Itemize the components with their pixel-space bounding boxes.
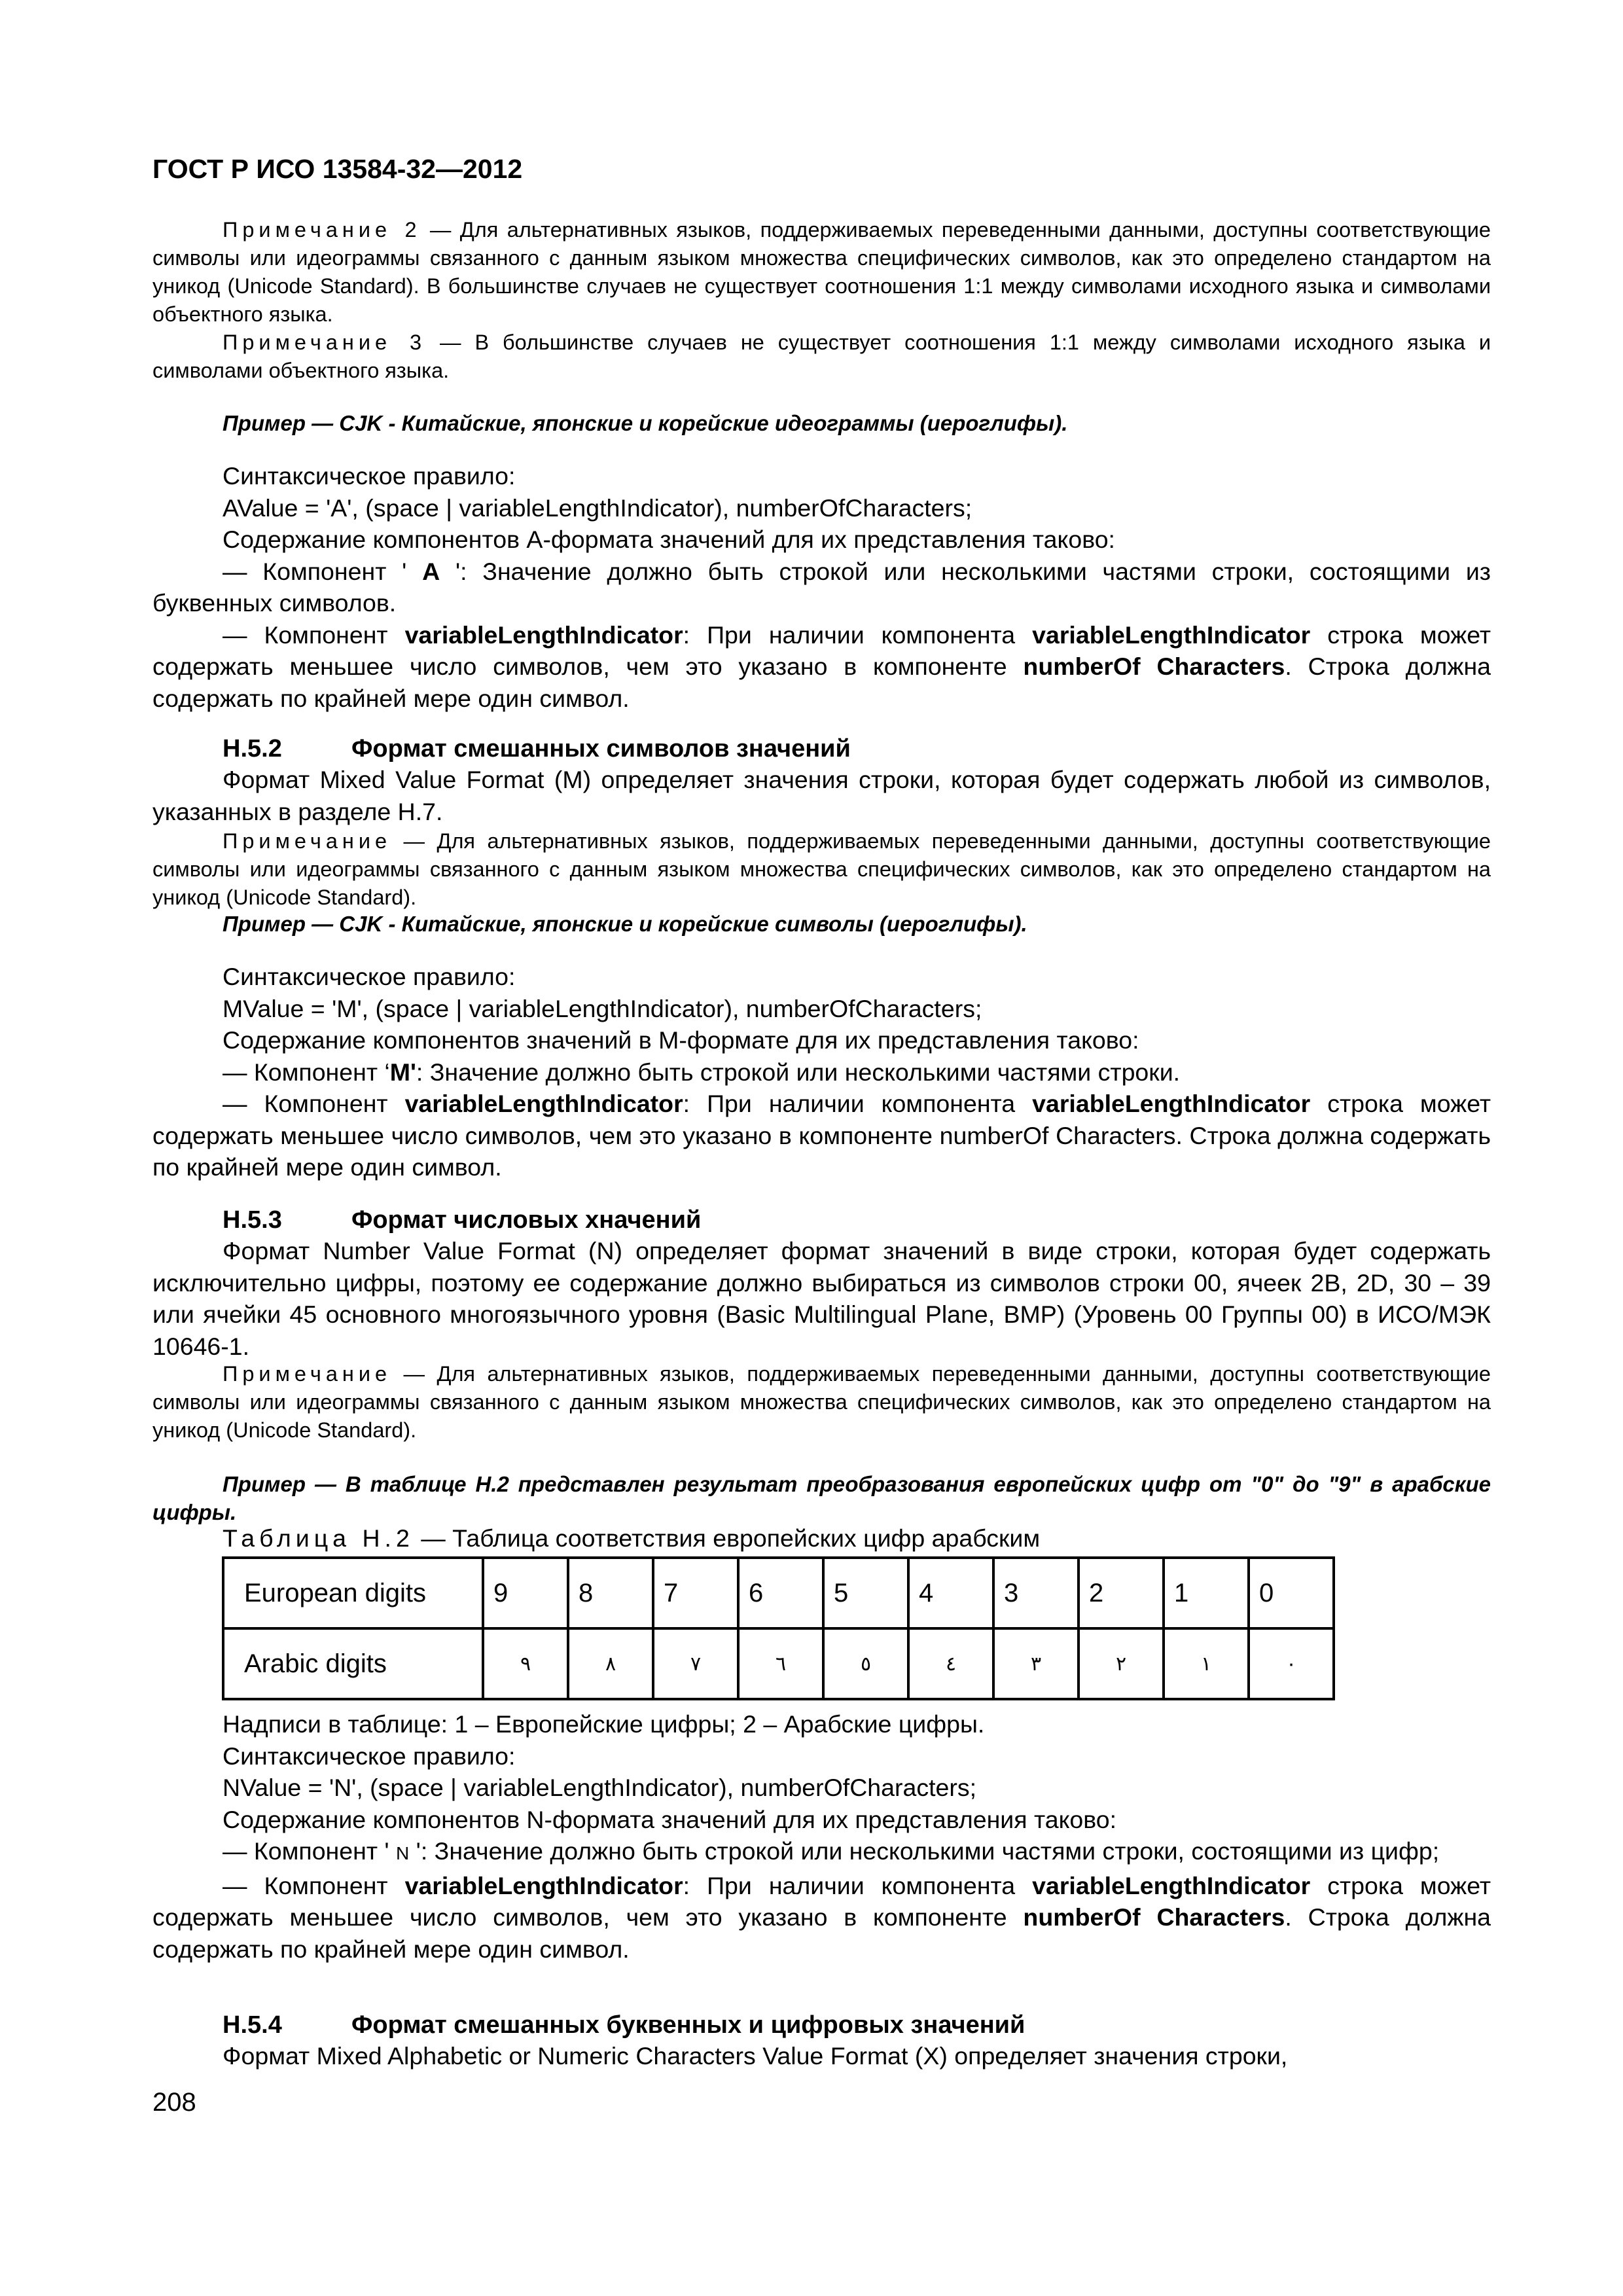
table-legend: Надписи в таблице: 1 – Европейские цифры; 2 – Арабские цифры. <box>223 1710 985 1738</box>
syntax-label: Синтаксическое правило: <box>223 1742 516 1770</box>
document-header: ГОСТ Р ИСО 13584-32—2012 <box>152 154 523 184</box>
section-number: H.5.2 <box>223 735 282 762</box>
a-format-block <box>152 460 1491 714</box>
arabic-digit-cell: ١ <box>1164 1628 1249 1699</box>
m-format-block <box>152 961 1491 1183</box>
component-a-item: — Компонент ' A ': Значение должно быть строкой или несколькими частями строки, состоящими из буквенных символов. <box>152 557 1491 617</box>
note-label: Примечание 2 <box>223 218 421 242</box>
arabic-digit-cell: ٥ <box>823 1628 908 1699</box>
variable-length-item: — Компонент variableLengthIndicator: При наличии компонента variableLengthIndicator строка может содержать меньшее число символов, чем это указано в компоненте numberOf Characters. Строка должна содержать по крайней мере один символ. <box>152 1871 1491 1963</box>
note-n <box>152 1360 1491 1444</box>
note-m <box>152 827 1491 912</box>
section-h54-text: Формат Mixed Alphabetic or Numeric Characters Value Format (X) определяет значения строки, <box>223 2042 1288 2070</box>
page-number: 208 <box>152 2088 196 2117</box>
section-h52-heading <box>152 733 1561 764</box>
european-digit-cell: 5 <box>823 1558 908 1628</box>
note-text: — В большинстве случаев не существует соотношения 1:1 между символами исходного языка и символами объектного языка. <box>152 331 1491 382</box>
table-row <box>223 1628 1334 1699</box>
component-n-item: — Компонент ' N ': Значение должно быть строкой или несколькими частями строки, состоящими из цифр; <box>223 1837 1440 1865</box>
note-text: — Для альтернативных языков, поддерживаемых переведенными данными, доступны соответствующие символы или идеограммы связанного с данным языком множества специфических символов, как это определено стандартом на уникод (Unicode Standard). <box>152 829 1491 909</box>
note-text: — Для альтернативных языков, поддерживаемых переведенными данными, доступны соответствующие символы или идеограммы связанного с данным языком множества специфических символов, как это определено стандартом на уникод (Unicode Standard). В большинстве случаев не существует соотношения 1:1 между символами исходного языка и символами объектного языка. <box>152 218 1491 326</box>
section-h53-heading <box>152 1204 1561 1236</box>
table-row <box>223 1558 1334 1628</box>
variable-length-item: — Компонент variableLengthIndicator: При наличии компонента variableLengthIndicator строка может содержать меньшее число символов, чем это указано в компоненте numberOf Characters. Строка должна содержать по крайней мере один символ. <box>152 1090 1491 1181</box>
arabic-digit-cell: ٠ <box>1249 1628 1334 1699</box>
section-title: Формат числовых хначений <box>351 1206 702 1234</box>
arabic-digit-cell: ٩ <box>483 1628 568 1699</box>
syntax-rule: AValue = 'A', (space | variableLengthIndicator), numberOfCharacters; <box>223 493 972 522</box>
section-title: Формат смешанных символов значений <box>351 735 851 762</box>
section-number: H.5.3 <box>223 1206 282 1234</box>
row-label-arabic: Arabic digits <box>223 1628 483 1699</box>
arabic-digit-cell: ٢ <box>1079 1628 1164 1699</box>
syntax-rule: NValue = 'N', (space | variableLengthIndicator), numberOfCharacters; <box>223 1774 977 1801</box>
syntax-label: Синтаксическое правило: <box>223 462 516 490</box>
syntax-label: Синтаксическое правило: <box>223 963 516 990</box>
section-title: Формат смешанных буквенных и цифровых значений <box>351 2011 1026 2039</box>
european-digit-cell: 4 <box>908 1558 993 1628</box>
example-a: Пример — CJK - Китайские, японские и корейские идеограммы (иероглифы). <box>223 411 1068 435</box>
section-h52-text: Формат Mixed Value Format (M) определяет значения строки, которая будет содержать любой из символов, указанных в разделе H.7. <box>152 766 1491 825</box>
arabic-digit-cell: ٤ <box>908 1628 993 1699</box>
section-h54-heading <box>152 2009 1561 2041</box>
note-text: — Для альтернативных языков, поддерживаемых переведенными данными, доступны соответствующие символы или идеограммы связанного с данным языком множества специфических символов, как это определено стандартом на уникод (Unicode Standard). <box>152 1362 1491 1442</box>
table-caption <box>223 1522 1466 1554</box>
arabic-digit-cell: ٣ <box>993 1628 1079 1699</box>
arabic-digit-cell: ٨ <box>568 1628 653 1699</box>
note-label: Примечание <box>223 829 392 853</box>
variable-length-item: — Компонент variableLengthIndicator: При наличии компонента variableLengthIndicator строка может содержать меньшее число символов, чем это указано в компоненте numberOf Characters. Строка должна содержать по крайней мере один символ. <box>152 620 1491 712</box>
row-label-european: European digits <box>223 1558 483 1628</box>
content-intro: Содержание компонентов A-формата значений для их представления таково: <box>223 526 1115 553</box>
table-label: Таблица Н.2 <box>223 1524 414 1552</box>
note-3 <box>152 329 1491 385</box>
content-intro: Содержание компонентов значений в M-формате для их представления таково: <box>223 1026 1139 1054</box>
content-intro: Содержание компонентов N-формата значений для их представления таково: <box>223 1805 1117 1833</box>
european-digit-cell: 3 <box>993 1558 1079 1628</box>
n-format-block <box>152 1708 1491 1965</box>
european-digit-cell: 6 <box>738 1558 823 1628</box>
european-digit-cell: 0 <box>1249 1558 1334 1628</box>
section-number: H.5.4 <box>223 2011 282 2039</box>
note-2 <box>152 216 1491 329</box>
component-m-item: — Компонент ‘M': Значение должно быть строкой или несколькими частями строки. <box>223 1058 1181 1086</box>
arabic-digit-cell: ٦ <box>738 1628 823 1699</box>
european-digit-cell: 8 <box>568 1558 653 1628</box>
digits-table <box>222 1556 1335 1700</box>
syntax-rule: MValue = 'M', (space | variableLengthIndicator), numberOfCharacters; <box>223 994 982 1022</box>
note-label: Примечание <box>223 1362 392 1386</box>
table-title: — Таблица соответствия европейских цифр арабским <box>414 1524 1041 1552</box>
arabic-digit-cell: ٧ <box>653 1628 738 1699</box>
european-digit-cell: 2 <box>1079 1558 1164 1628</box>
section-h53-text: Формат Number Value Format (N) определяет формат значений в виде строки, которая будет содержать исключительно цифры, поэтому ее содержание должно выбираться из символов строки 00, ячеек 2В, 2D, 30 – 39 или ячейки 45 основного многоязычного уровня (Basic Multilingual Plane, BMP) (Уровень 00 Группы 00) в ИСО/МЭК 10646-1. <box>152 1237 1491 1360</box>
example-n: Пример — В таблице Н.2 представлен результат преобразования европейских цифр от "0" до "9" в арабские цифры. <box>152 1472 1491 1524</box>
example-m: Пример — CJK - Китайские, японские и корейские символы (иероглифы). <box>223 912 1027 936</box>
european-digit-cell: 9 <box>483 1558 568 1628</box>
note-label: Примечание 3 <box>223 331 427 354</box>
european-digit-cell: 1 <box>1164 1558 1249 1628</box>
european-digit-cell: 7 <box>653 1558 738 1628</box>
